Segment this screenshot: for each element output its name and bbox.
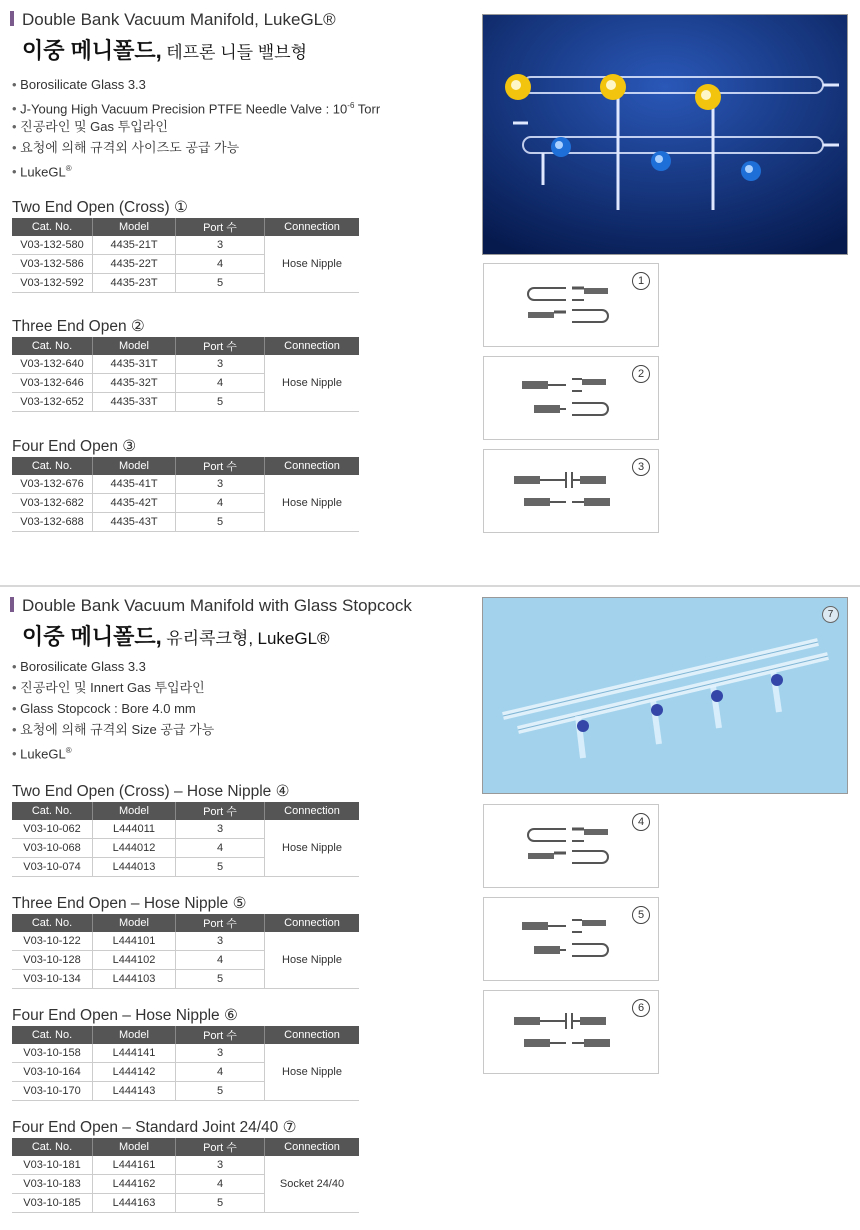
cell-cat: V03-132-688 [12, 513, 93, 532]
header-model: Model [93, 337, 176, 355]
cell-cat: V03-132-676 [12, 475, 93, 494]
cell-connection: Hose Nipple [265, 1044, 360, 1101]
header-connection: Connection [265, 337, 360, 355]
bullet-item: • Borosilicate Glass 3.3 [12, 656, 214, 677]
table-header-row [12, 457, 359, 475]
section-divider [0, 585, 860, 587]
bullet-item: • 요청에 의해 규격외 Size 공급 가능 [12, 719, 214, 740]
spec-table-7 [12, 1138, 359, 1213]
cell-port: 4 [176, 951, 265, 970]
cell-port: 4 [176, 839, 265, 858]
header-cat: Cat. No. [12, 1138, 93, 1156]
bullet-item: • 진공라인 및 Gas 투입라인 [12, 116, 380, 137]
header-model: Model [93, 1138, 176, 1156]
cell-cat: V03-132-580 [12, 236, 93, 255]
spec-table-1 [12, 218, 359, 293]
spec-table-5 [12, 914, 359, 989]
table7-title: Four End Open – Standard Joint 24/40 ⑦ [12, 1119, 297, 1136]
table-row [12, 236, 359, 255]
bullet-item: • J-Young High Vacuum Precision PTFE Needle Valve : $10^{-6}$ Torr [12, 95, 380, 116]
cell-model: 4435-33T [93, 393, 176, 412]
table-header-row [12, 1026, 359, 1044]
table-row [12, 820, 359, 839]
cell-model: 4435-41T [93, 475, 176, 494]
header-connection: Connection [265, 914, 360, 932]
table1-title: Two End Open (Cross) ① [12, 199, 188, 216]
cell-port: 4 [176, 255, 265, 274]
diagram-number: 5 [632, 906, 650, 924]
cell-port: 3 [176, 355, 265, 374]
cell-model: 4435-22T [93, 255, 176, 274]
cell-model: 4435-42T [93, 494, 176, 513]
cell-model: 4435-31T [93, 355, 176, 374]
cell-model: 4435-23T [93, 274, 176, 293]
header-cat: Cat. No. [12, 218, 93, 236]
header-model: Model [93, 802, 176, 820]
bullet-item: • Glass Stopcock : Bore 4.0 mm [12, 698, 214, 719]
cell-cat: V03-10-158 [12, 1044, 93, 1063]
cell-port: 3 [176, 932, 265, 951]
diagram-number: 6 [632, 999, 650, 1017]
table-header-row [12, 1138, 359, 1156]
cell-cat: V03-132-652 [12, 393, 93, 412]
cell-model: L444161 [93, 1156, 176, 1175]
cell-port: 5 [176, 1082, 265, 1101]
table-row [12, 1156, 359, 1175]
table3-title: Four End Open ③ [12, 438, 137, 455]
diagram-1 [483, 263, 659, 347]
table4-title: Two End Open (Cross) – Hose Nipple ④ [12, 783, 290, 800]
cell-cat: V03-10-074 [12, 858, 93, 877]
table5-title: Three End Open – Hose Nipple ⑤ [12, 895, 247, 912]
cell-port: 3 [176, 820, 265, 839]
cell-cat: V03-10-122 [12, 932, 93, 951]
cell-port: 3 [176, 1044, 265, 1063]
cell-port: 4 [176, 374, 265, 393]
cell-port: 3 [176, 1156, 265, 1175]
table-header-row [12, 802, 359, 820]
header-port: Port 수 [176, 1026, 265, 1044]
bullet-item: • LukeGL® [12, 158, 380, 179]
header-cat: Cat. No. [12, 457, 93, 475]
cell-cat: V03-10-068 [12, 839, 93, 858]
bullet-item: • LukeGL® [12, 740, 214, 761]
title-accent-bar [10, 597, 14, 612]
header-model: Model [93, 457, 176, 475]
section2-title-en: Double Bank Vacuum Manifold with Glass Stopcock [10, 596, 412, 616]
section2-title-ko: 이중 메니폴드, 유리콕크형, LukeGL® [22, 624, 330, 649]
cell-connection: Hose Nipple [265, 355, 360, 412]
cell-connection: Hose Nipple [265, 236, 360, 293]
title-accent-bar [10, 11, 14, 26]
header-model: Model [93, 218, 176, 236]
cell-model: L444142 [93, 1063, 176, 1082]
cell-port: 3 [176, 236, 265, 255]
spec-table-4 [12, 802, 359, 877]
cell-port: 4 [176, 1063, 265, 1082]
header-cat: Cat. No. [12, 1026, 93, 1044]
cell-model: L444011 [93, 820, 176, 839]
cell-model: L444101 [93, 932, 176, 951]
cell-model: 4435-32T [93, 374, 176, 393]
cell-cat: V03-10-183 [12, 1175, 93, 1194]
header-connection: Connection [265, 457, 360, 475]
cell-connection: Hose Nipple [265, 820, 360, 877]
section2-bullets [12, 656, 214, 761]
cell-cat: V03-132-640 [12, 355, 93, 374]
diagram-3 [483, 449, 659, 533]
header-port: Port 수 [176, 1138, 265, 1156]
table-header-row [12, 218, 359, 236]
diagram-5 [483, 897, 659, 981]
cell-port: 5 [176, 513, 265, 532]
diagram-number: 3 [632, 458, 650, 476]
photo-badge: 7 [822, 606, 839, 623]
header-connection: Connection [265, 218, 360, 236]
table6-title: Four End Open – Hose Nipple ⑥ [12, 1007, 238, 1024]
bullet-item: • 진공라인 및 Innert Gas 투입라인 [12, 677, 214, 698]
cell-model: 4435-21T [93, 236, 176, 255]
cell-cat: V03-10-181 [12, 1156, 93, 1175]
cell-cat: V03-132-682 [12, 494, 93, 513]
cell-port: 5 [176, 858, 265, 877]
header-cat: Cat. No. [12, 337, 93, 355]
cell-cat: V03-10-134 [12, 970, 93, 989]
cell-connection: Hose Nipple [265, 932, 360, 989]
cell-cat: V03-10-062 [12, 820, 93, 839]
header-port: Port 수 [176, 457, 265, 475]
cell-cat: V03-10-128 [12, 951, 93, 970]
stopcock-manifold-illustration [483, 598, 847, 793]
cell-port: 5 [176, 970, 265, 989]
cell-model: L444103 [93, 970, 176, 989]
manifold-illustration [483, 15, 847, 254]
product-photo-needle-valve [482, 14, 848, 255]
header-connection: Connection [265, 1026, 360, 1044]
cell-model: L444141 [93, 1044, 176, 1063]
diagram-number: 2 [632, 365, 650, 383]
header-cat: Cat. No. [12, 802, 93, 820]
cell-port: 5 [176, 1194, 265, 1213]
header-port: Port 수 [176, 337, 265, 355]
cell-port: 5 [176, 274, 265, 293]
header-connection: Connection [265, 1138, 360, 1156]
cell-cat: V03-10-164 [12, 1063, 93, 1082]
diagram-number: 4 [632, 813, 650, 831]
header-port: Port 수 [176, 802, 265, 820]
cell-model: L444162 [93, 1175, 176, 1194]
cell-connection: Socket 24/40 [265, 1156, 360, 1213]
diagram-2 [483, 356, 659, 440]
cell-cat: V03-10-170 [12, 1082, 93, 1101]
header-cat: Cat. No. [12, 914, 93, 932]
cell-cat: V03-132-586 [12, 255, 93, 274]
table2-title: Three End Open ② [12, 318, 145, 335]
diagram-6 [483, 990, 659, 1074]
cell-connection: Hose Nipple [265, 475, 360, 532]
bullet-item: • 요청에 의해 규격외 사이즈도 공급 가능 [12, 137, 380, 158]
table-header-row [12, 914, 359, 932]
spec-table-2 [12, 337, 359, 412]
cell-port: 4 [176, 1175, 265, 1194]
cell-model: L444102 [93, 951, 176, 970]
header-connection: Connection [265, 802, 360, 820]
spec-table-6 [12, 1026, 359, 1101]
header-model: Model [93, 914, 176, 932]
table-row [12, 475, 359, 494]
cell-model: L444012 [93, 839, 176, 858]
diagram-number: 1 [632, 272, 650, 290]
cell-cat: V03-132-592 [12, 274, 93, 293]
header-model: Model [93, 1026, 176, 1044]
table-header-row [12, 337, 359, 355]
bullet-item: • Borosilicate Glass 3.3 [12, 74, 380, 95]
section1-title-ko: 이중 메니폴드, 테프론 니들 밸브형 [22, 38, 308, 63]
header-port: Port 수 [176, 218, 265, 236]
table-row [12, 355, 359, 374]
product-photo-glass-stopcock [482, 597, 848, 794]
table-row [12, 932, 359, 951]
cell-model: L444143 [93, 1082, 176, 1101]
cell-cat: V03-132-646 [12, 374, 93, 393]
cell-model: 4435-43T [93, 513, 176, 532]
cell-port: 3 [176, 475, 265, 494]
cell-model: L444163 [93, 1194, 176, 1213]
cell-model: L444013 [93, 858, 176, 877]
table-row [12, 1044, 359, 1063]
spec-table-3 [12, 457, 359, 532]
diagram-4 [483, 804, 659, 888]
section1-bullets [12, 74, 380, 179]
header-port: Port 수 [176, 914, 265, 932]
cell-port: 5 [176, 393, 265, 412]
cell-cat: V03-10-185 [12, 1194, 93, 1213]
cell-port: 4 [176, 494, 265, 513]
section1-title-en: Double Bank Vacuum Manifold, LukeGL® [10, 10, 336, 30]
